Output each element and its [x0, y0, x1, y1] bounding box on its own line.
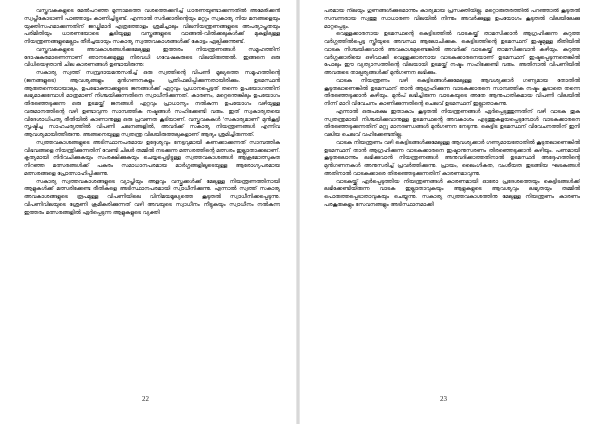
right-page-text: [324, 8, 580, 390]
paragraph: പരമായ നിലയും ഗുണങ്ങൾക്കുമൊന്നും കാര്യമായ പ്രസക്തിയില്ല. മറ്റൊരുതരത്തിൽ പറഞ്ഞാൽ കൂടുതൽ സമ്പന്നരായ സ്വത്തു സാധാരണ വിലയിൽ നിന്നും അവർക്കുള്ള ഉപയോഗം കൂടുതൽ വിലയിലേക്കു മാറ്റപ്പെടും.: [324, 8, 580, 30]
paragraph: സകാര്യ സ്വത്ത് സമ്പ്രദായമനുസരിച്ച് ഒരു സ്വത്തിന്റെ വിപണി മൂല്യത്തെ സമൂഹത്തിന്റെ (ജനങ്ങളുടെ) ആവശ്യങ്ങളും മുൻഗണനകളും പ്രതിഫലിപ്പിക്കുന്നതായിരിക്കും. ഉടമസ്ഥൻ ആരുതന്നെയായാലും, ഉപഭോക്താക്കളുടെ ജനങ്ങൾക്ക് ഏറ്റവും പ്രധാനപ്പെട്ടത് തന്നെ ഉപയോഗത്തിന് ലഭ്യമാക്കുമ്പോൾ മാത്രമാണ് നിശ്ചയിക്കുന്നതിനെ സ്വാധീനിക്കുന്നത്. കാരണം, മറ്റെന്തെങ്കിലും ഉപയോഗം തിരഞ്ഞെടുക്കുന്ന ഒരു ഉടമയ്ക്ക് ജനങ്ങൾ ഏറ്റവും പ്രാധാന്യം നൽകുന്ന ഉപയോഗം വഴിയുള്ള വരുമാനത്തിന്റെ വഴി ഉണ്ടാവുന്ന സാമ്പത്തിക നഷ്ടങ്ങൾ സഹിക്കേണ്ടി വരും. ഇത് സ്വകാര്യതയെ വിദേശാധിപത്യ രീതിയിൽ കാണാനുള്ള ഒരു പ്രവണത കൂടിയാണ്. വസ്തുവകകൾ 'സകാര്യമാണ്' മുൻകൂട്ടി സൃഷ്ടിച്ച സാഹചര്യത്തിൽ വിപണി ചലനങ്ങളിൽ, അവർക്ക് സകാര്യ നിയന്ത്രണങ്ങൾ എന്നിവ ആവശ്യമായിത്തീരുന്നു. അങ്ങനെയുള്ള സ്വതന്ത്ര വിലയിരുത്തലുകളാണ് ആദ്യം ശ്രമിച്ചിരുന്നത്.: [24, 70, 280, 138]
page-number: 22: [142, 395, 149, 403]
paragraph: സ്വത്തവകാശങ്ങളുടെ അടിസ്ഥാനപരമായ ഉദ്ദേശ്യവും നേട്ടവുമായി കണക്കാക്കുന്നത് സാമ്പത്തിക വിഭവങ്ങളെ നിയന്ത്രിക്കുന്നതിന് വേണ്ടി ചിലർ തമ്മിൽ നടക്കുന്ന മത്സരത്തിന്റെ മത്സരം ഇല്ലാതാക്കലാണ്. കൃത്യമായി നിർവചിക്കുകയും സംരക്ഷിക്കുകയും ചെയ്യപ്പെട്ടിട്ടുള്ള സ്വത്തവകാശങ്ങൾ ആക്രമോത്സുകത നിറഞ്ഞ മത്സരങ്ങൾക്ക് പകരം സമാധാനപരമായ മാർഗ്ഗങ്ങളിലൂടെയുള്ള ആരോഗ്യപരമായ മത്സരങ്ങളെ പ്രോത്സാഹിപ്പിക്കുന്നു.: [24, 139, 280, 177]
paragraph: എന്നാൽ ഒരുപക്ഷേ ഇതാകാം കൂടുതൽ നിയന്ത്രണങ്ങൾ ഏർപ്പെടുത്തുന്നതിന് വഴി വാടക തുക സ്വതന്ത്രമായി നിശ്ചയിക്കുവാനുള്ള ഉടമസ്ഥന്റെ അവകാശം എടുത്തുകളയപ്പെടുമ്പോൾ വാടകക്കാരനെ തിരഞ്ഞെടുക്കുന്നതിന് മറ്റു മാനദണ്ഡങ്ങൾ മുൻഗണന നേടുന്നു. കെട്ടിട ഉടമസ്ഥന് വിവേചനത്തിന് ഇനി വലിയ ചെലവ് വഹിക്കേണ്ടതില്ല.: [324, 108, 580, 138]
paragraph: വസ്ത്രവകകളുടെ മേൽപറഞ്ഞ മൂന്നാമത്തെ വശത്തെക്കുറിച്ച് ധാരണയുണ്ടാക്കുന്നതിൽ അമേരിക്കൻ സ്വപ്നീകോടാണി പാഞ്ഞാട്ടം കാണിച്ചിട്ടുണ്ട്. എന്നാൽ സർക്കാരിന്റെയും മറ്റും സ്വകാര്യ നിയ മനങ്ങളെയും യുക്തിസഹമാക്കുന്നതിന് ജഡ്ജിമാർ എത്രത്തോളം ശ്രമിച്ചാലും വിലനിയന്ത്രണങ്ങളുടെ അപര്യാപ്തതയും പരിമിതിയും ധാരണയോടെ കൂടിയുള്ള വസ്ത്രങ്ങളുടെ വാങ്ങൽ-വിൽക്കലുകൾക്ക് മുകളിലുള്ള നിയന്ത്രണങ്ങളുമെല്ലാം തീർച്ചയായും സകാര്യ സ്വത്തവകാശങ്ങൾക്ക് കോട്ടം ഏല്പിക്കുന്നുണ്ട്.: [24, 8, 280, 45]
paragraph: വാടകയ്ക്ക് ഏർപ്പെടുത്തിയ നിയന്ത്രണങ്ങൾ കാരണമായി ഓരോ പ്രദേശത്തെയും കെട്ടിടങ്ങൾക്ക് ലഭിക്കേണ്ടിയിരുന്ന വാടക ഇല്ലാതാവുകയും ആളുകളുടെ ആവശ്യവും ലഭ്യതയും തമ്മിൽ പൊരുത്തപ്പെടാതാവുകയും ചെയ്യുന്നു. സകാര്യ സ്വത്തവകാശത്തിനു മേലുള്ള നിയന്ത്രണം കാരണം പരകൂരുകളും സേവനങ്ങളും അടിസ്ഥാനമാക്കി: [324, 178, 580, 208]
left-page-text: [24, 8, 280, 390]
paragraph: വസ്ത്രവകകളുടെ അവകാശങ്ങൾക്കുമേലുള്ള ഇത്തരം നിയന്ത്രണങ്ങൾ സമൂഹത്തിന് ദോഷകരമാണെന്നാണ് ഞാനടക്കമുള്ള നിരവധി ഗവേഷകരുടെ വിലയിരുത്തൽ. ഇങ്ങനെ ഒരു വിധിയെഴുതാൻ ചില കാരണങ്ങൾ ഉണ്ടായിരുന്നു:: [24, 46, 280, 69]
paragraph: സകാര്യ സ്വത്തവകാശങ്ങളുടെ വ്യാപ്തിയും അളവും വസ്തുക്കൾക്ക് മേലുള്ള നിയന്ത്രണത്തിനായി ആളുകൾക്ക് മത്സരിക്കേണ്ട രീതികളെ അടിസ്ഥാനപരമായി സ്വാധീനിക്കുന്നു. എന്നാൽ സ്വത്ത് സകാര്യ അവകാശങ്ങളുടെ രൂപമുള്ള വിപണിയിലെ വിനിമയമൂല്യത്തെ കൂടുതൽ സ്വാധീനിക്കപ്പെടുന്നു. വിപണിവിലയുടെ ശ്രേണി ക്രമീകരിക്കുന്നത് വഴി അവയുടെ സ്വാധീനം നീട്ടുകയും സ്വാധീനം നൽകുന്ന ഇത്തരം മത്സരങ്ങളിൽ ഏർപ്പെടുന്ന ആളുകളുടെ വ്യക്തി: [24, 178, 280, 216]
paragraph: വാടക നിയന്ത്രണം വഴി കെട്ടിടങ്ങൾക്കുമേലുള്ള ആവശ്യക്കാർ ഗണ്യമായ തോതിൽ കൂടുതലാണെങ്കിൽ ഉടമസ്ഥന് താൻ ആഗ്രഹിക്കുന്ന വാടകക്കാരനെ സാമ്പത്തിക നഷ്ടം കൂടാതെ തന്നെ തിരഞ്ഞെടുക്കാൻ കഴിയും. മുൻപ് ലഭിച്ചിരുന്ന വാടകയുടെ അതേ ആനുപാതികമായ വിപണി വിലയിൽ നിന്ന് മാറി വിവേചനം കാണിക്കുന്നതിന്റെ ചെലവ് ഉടമസ്ഥന് ഇല്ലാതാകുന്നു.: [324, 77, 580, 107]
paragraph: വാടക നിയന്ത്രണം വഴി കെട്ടിടങ്ങൾക്കുമേലുള്ള ആവശ്യക്കാർ ഗണ്യമായതോതിൽ കൂടുതലാണെങ്കിൽ ഉടമസ്ഥന് താൻ ആഗ്രഹിക്കുന്ന വാടകക്കാരനെ ഇഷ്ടാനുസരണം തിരഞ്ഞെടുക്കാൻ കഴിയും. പണമായി കൂടുതലൊന്നും ലഭിക്കുവാൻ നിയന്ത്രണങ്ങൾ അനുവദിക്കാത്തതിനാൽ ഉടമസ്ഥർ അദ്ദേഹത്തിന്റെ മുൻഗണനകൾ അനുസരിച്ച് പ്രവർത്തിക്കുന്നു. പ്രായം, ലൈംഗികത, വംശീയത തുടങ്ങിയ ഘടകങ്ങൾ അതിനാൽ വാടകക്കാരെ തിരഞ്ഞെടുക്കുന്നതിന് കാരണമാവുന്നു.: [324, 139, 580, 177]
right-page: [300, 0, 600, 424]
page-number: 23: [440, 395, 447, 403]
paragraph: വെള്ളക്കാരനായ ഉടമസ്ഥന്റെ കെട്ടിടത്തിൽ വാടകയ്ക്ക് താമസിക്കാൻ ആഗ്രഹിക്കുന്ന കറുത്ത വർഗ്ഗത്തിൽപ്പെട്ട സ്ത്രീയുടെ അവസ്ഥ ആലോചിക്കുക. കെട്ടിടത്തിന്റെ ഉടമസ്ഥന് ഇഷ്ടമുള്ള രീതിയിൽ വാടക നിശ്ചയിക്കുവാൻ അവകാശമുണ്ടെങ്കിൽ അവർക്ക് വാടകയ്ക്ക് താമസിക്കുവാൻ കഴിയും. കറുത്ത വർഗ്ഗക്കാരിയെ ഒഴിവാക്കി വെള്ളക്കാരനായ വാടകക്കാരനെയാണ് ഉടമസ്ഥന് ഇഷ്ടപ്പെടുന്നതെങ്കിൽ പോലും ഈ വ്യത്യാസത്തിന്റെ വിലയായി ഉടമയ്ക്ക് നഷ്ടം സഹിക്കേണ്ടി വരും. അതിനാൽ വിപണിയിൽ അവരുടെ താല്പര്യങ്ങൾക്ക് മുൻഗണന ലഭിക്കും.: [324, 31, 580, 76]
left-page: [0, 0, 296, 424]
